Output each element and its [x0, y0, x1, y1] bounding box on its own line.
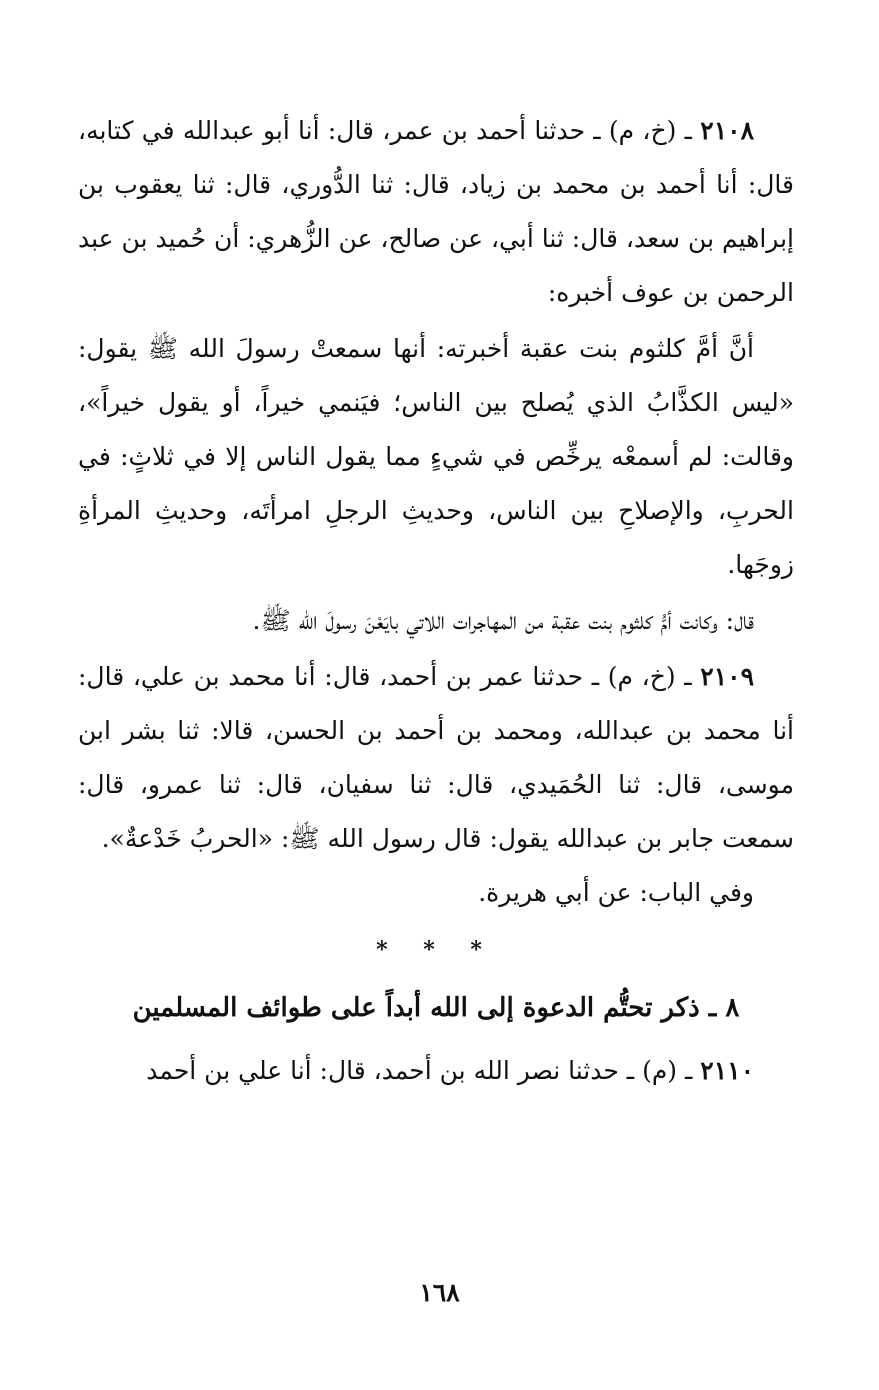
page-body — [78, 104, 794, 1098]
page-number: ١٦٨ — [419, 1278, 460, 1307]
hadith-2108-isnad — [78, 104, 794, 320]
section-separator: * * * — [376, 937, 496, 963]
hadith-2108-note: قال: وكانت أمُّ كلثوم بنت عقبة من المهاجرات اللاتي بايَعْنَ رسولَ الله ﷺ. — [252, 606, 754, 635]
hadith-2110 — [78, 1044, 794, 1098]
hadith-text: ـ (م) ـ حدثنا نصر الله بن أحمد، قال: أنا علي بن أحمد — [146, 1056, 701, 1085]
hadith-number: ٢١١٠ — [700, 1056, 754, 1085]
hadith-2109 — [78, 650, 794, 866]
chapter-heading: ٨ ـ ذكر تحتُّم الدعوة إلى الله أبداً على طوائف المسلمين — [132, 993, 740, 1023]
hadith-2108-matn: أنَّ أمَّ كلثوم بنت عقبة أخبرته: أنها سمعتْ رسولَ الله ﷺ يقول: «ليس الكذَّابُ الذي يُصلح بين الناس؛ فيَنمي خيراً، أو يقول خيراً»، وقالت: لم أسمعْه يرخِّص في شيءٍ مما يقول الناس إلا في ثلاثٍ: في الحربِ، والإصلاحِ بين الناس، وحديثِ الرجلِ امرأتَه، وحديثِ المرأةِ زوجَها. — [78, 334, 794, 579]
hadith-number: ٢١٠٩ — [700, 662, 754, 691]
hadith-text: ـ (خ، م) ـ حدثنا عمر بن أحمد، قال: أنا محمد بن علي، قال: أنا محمد بن عبدالله، ومحمد بن أحمد بن الحسن، قالا: ثنا بشر ابن موسى، قال: ثنا الحُمَيدي، قال: ثنا سفيان، قال: ثنا عمرو، قال: سمعت جابر بن عبدالله يقول: قال رسول الله ﷺ: «الحربُ خَدْعةٌ». — [78, 662, 794, 853]
hadith-number: ٢١٠٨ — [700, 116, 754, 145]
hadith-2109-bab: وفي الباب: عن أبي هريرة. — [478, 878, 754, 907]
hadith-text: ـ (خ، م) ـ حدثنا أحمد بن عمر، قال: أنا أبو عبدالله في كتابه، قال: أنا أحمد بن محمد بن زياد، قال: ثنا الدُّوري، قال: ثنا يعقوب بن إبراهيم بن سعد، قال: ثنا أبي، عن صالح، عن الزُّهري: أن حُميد بن عبد الرحمن بن عوف أخبره: — [78, 116, 794, 307]
